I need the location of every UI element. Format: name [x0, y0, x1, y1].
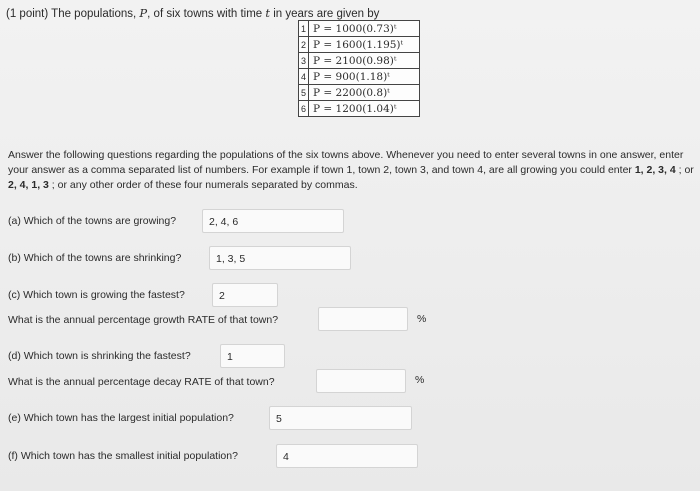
intro-var-t: t [265, 6, 271, 20]
answer-a-field[interactable]: 2, 4, 6 [202, 209, 344, 233]
question-c-label: (c) Which town is growing the fastest? [8, 289, 185, 301]
question-b-label: (b) Which of the towns are shrinking? [8, 252, 182, 264]
question-a-label: (a) Which of the towns are growing? [8, 215, 177, 227]
instructions-text [8, 148, 694, 193]
town-row [299, 101, 420, 117]
question-f-label: (f) Which town has the smallest initial population? [8, 450, 238, 462]
intro-var-p: P [139, 6, 148, 20]
town-row [299, 85, 420, 101]
instructions-part2: ; or [678, 164, 694, 176]
town-formula: P = 1000(0.73)ᵗ [309, 21, 420, 37]
question-d-label: (d) Which town is shrinking the fastest? [8, 350, 191, 362]
town-row [299, 53, 420, 69]
answer-c2-field[interactable] [318, 307, 408, 331]
answer-c-field[interactable]: 2 [212, 283, 278, 307]
town-number: 3 [299, 53, 309, 69]
town-row [299, 37, 420, 53]
town-formula: P = 1200(1.04)ᵗ [309, 101, 420, 117]
answer-b-field[interactable]: 1, 3, 5 [209, 246, 351, 270]
intro-suffix: in years are given by [273, 8, 380, 20]
towns-table [298, 20, 420, 117]
town-formula: P = 2100(0.98)ᵗ [309, 53, 420, 69]
question-d2-label: What is the annual percentage decay RATE of that town? [8, 376, 275, 388]
example-1: 1, 2, 3, 4 [634, 164, 676, 176]
town-number: 1 [299, 21, 309, 37]
intro-middle: , of six towns with time [147, 8, 263, 20]
instructions-part1: Answer the following questions regarding the populations of the six towns above. Whenever you need to enter several towns in one answer, enter your answer as a comma separated list of numbers. For example if town 1, town 2, town 3, and town 4, are all growing you could enter [8, 149, 684, 176]
town-row [299, 69, 420, 85]
answer-d2-field[interactable] [316, 369, 406, 393]
town-row [299, 21, 420, 37]
town-formula: P = 2200(0.8)ᵗ [309, 85, 420, 101]
town-formula: P = 900(1.18)ᵗ [309, 69, 420, 85]
town-formula: P = 1600(1.195)ᵗ [309, 37, 420, 53]
intro-prefix: (1 point) The populations, [6, 8, 137, 20]
example-2: 2, 4, 1, 3 [8, 179, 49, 191]
problem-intro [6, 6, 379, 20]
answer-e-field[interactable]: 5 [269, 406, 412, 430]
percent-unit: % [415, 374, 425, 386]
town-number: 4 [299, 69, 309, 85]
town-number: 5 [299, 85, 309, 101]
question-c2-label: What is the annual percentage growth RATE of that town? [8, 314, 279, 326]
answer-d-field[interactable]: 1 [220, 344, 285, 368]
town-number: 2 [299, 37, 309, 53]
answer-f-field[interactable]: 4 [276, 444, 418, 468]
instructions-part3: ; or any other order of these four numerals separated by commas. [51, 179, 358, 191]
percent-unit: % [417, 313, 427, 325]
question-e-label: (e) Which town has the largest initial population? [8, 412, 234, 424]
town-number: 6 [299, 101, 309, 117]
